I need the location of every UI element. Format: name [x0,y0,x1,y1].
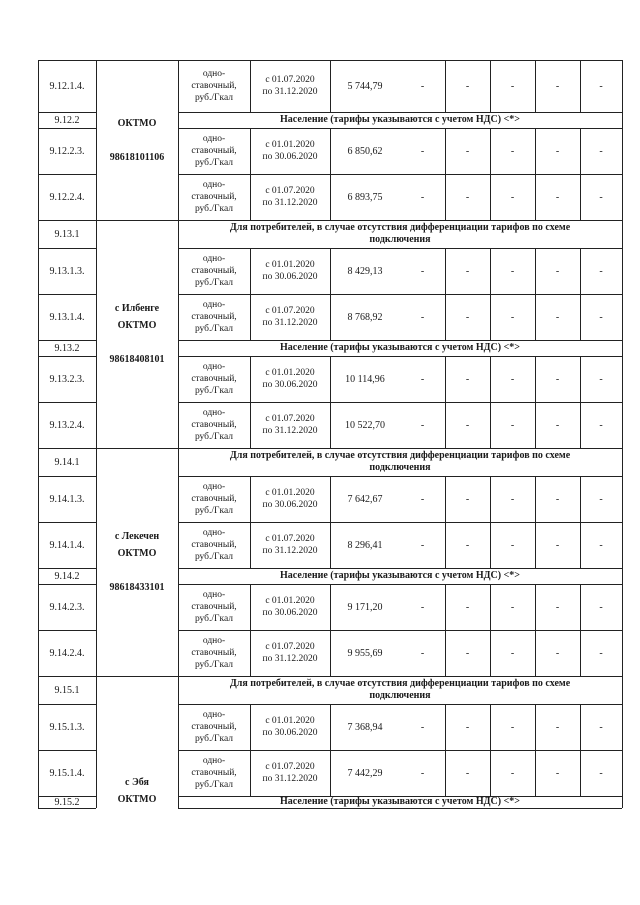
empty-value-dash: - [420,767,425,779]
tariff-value: 6 850,62 [347,145,383,157]
tariff-unit: одно- ставочный, руб./Гкал [191,180,237,214]
band-heading: Население (тарифы указываются с учетом НДС) <*> [280,796,520,807]
empty-value-dash: - [555,647,560,659]
tariff-unit: одно- ставочный, руб./Гкал [191,254,237,288]
tariff-unit: одно- ставочный, руб./Гкал [191,134,237,168]
empty-value-dash: - [555,265,560,277]
empty-value-dash: - [599,191,603,203]
band-row-rule [178,808,622,809]
empty-value-dash: - [510,601,515,613]
row-code: 9.13.1.3. [49,265,85,277]
tariff-unit: одно- ставочный, руб./Гкал [191,482,237,516]
empty-value-dash: - [555,767,560,779]
empty-value-dash: - [599,601,603,613]
row-code: 9.12.2.3. [49,145,85,157]
tariff-period: с 01.07.2020 по 31.12.2020 [262,186,318,208]
empty-value-dash: - [420,191,425,203]
tariff-period: с 01.01.2020 по 30.06.2020 [262,596,318,618]
tariff-value: 8 768,92 [347,311,383,323]
tariff-unit: одно- ставочный, руб./Гкал [191,362,237,396]
row-code: 9.13.2 [54,342,80,354]
empty-value-dash: - [599,145,603,157]
settlement-name: с Эбя ОКТМО [117,777,157,805]
tariff-unit: одно- ставочный, руб./Гкал [191,636,237,670]
empty-value-dash: - [599,265,603,277]
tariff-unit: одно- ставочный, руб./Гкал [191,528,237,562]
tariff-unit: одно- ставочный, руб./Гкал [191,590,237,624]
empty-value-dash: - [420,145,425,157]
empty-value-dash: - [510,419,515,431]
band-heading: Для потребителей, в случае отсутствия дифференциации тарифов по схеме подключения [229,450,571,473]
empty-value-dash: - [555,419,560,431]
tariff-value: 9 171,20 [347,601,383,613]
tariff-value: 7 442,29 [347,767,383,779]
empty-value-dash: - [555,80,560,92]
band-heading: Население (тарифы указываются с учетом НДС) <*> [280,342,520,353]
empty-value-dash: - [510,539,515,551]
empty-value-dash: - [420,311,425,323]
empty-value-dash: - [555,145,560,157]
empty-value-dash: - [465,601,470,613]
empty-value-dash: - [599,419,603,431]
empty-value-dash: - [465,145,470,157]
tariff-period: с 01.01.2020 по 30.06.2020 [262,488,318,510]
tariff-period: с 01.01.2020 по 30.06.2020 [262,140,318,162]
settlement-name: с Илбенге ОКТМО 98618408101 [109,303,165,365]
empty-value-dash: - [420,373,425,385]
tariff-value: 8 296,41 [347,539,383,551]
empty-value-dash: - [420,721,425,733]
table-right-border [622,60,623,808]
row-code: 9.12.2.4. [49,191,85,203]
empty-value-dash: - [420,601,425,613]
empty-value-dash: - [510,80,515,92]
empty-value-dash: - [465,419,470,431]
row-code: 9.14.1 [54,456,80,468]
row-code: 9.15.1.3. [49,721,85,733]
row-code: 9.13.2.3. [49,373,85,385]
row-code: 9.14.2.4. [49,647,85,659]
tariff-value: 7 368,94 [347,721,383,733]
empty-value-dash: - [465,721,470,733]
band-heading: Население (тарифы указываются с учетом НДС) <*> [280,570,520,581]
empty-value-dash: - [599,721,603,733]
row-code: 9.14.2.3. [49,601,85,613]
empty-value-dash: - [599,539,603,551]
settlement-name: ОКТМО 98618101106 [109,117,165,163]
band-heading: Для потребителей, в случае отсутствия дифференциации тарифов по схеме подключения [229,678,571,701]
tariff-value: 7 642,67 [347,493,383,505]
empty-value-dash: - [599,493,603,505]
empty-value-dash: - [465,767,470,779]
row-code: 9.15.2 [54,796,80,808]
empty-value-dash: - [420,539,425,551]
tariff-unit: одно- ставочный, руб./Гкал [191,300,237,334]
tariff-table [38,60,622,812]
tariff-value: 8 429,13 [347,265,383,277]
empty-value-dash: - [599,373,603,385]
empty-value-dash: - [599,767,603,779]
tariff-period: с 01.07.2020 по 31.12.2020 [262,306,318,328]
empty-value-dash: - [465,539,470,551]
tariff-unit: одно- ставочный, руб./Гкал [191,710,237,744]
tariff-period: с 01.07.2020 по 31.12.2020 [262,534,318,556]
empty-value-dash: - [510,265,515,277]
tariff-value: 5 744,79 [347,80,383,92]
empty-value-dash: - [420,493,425,505]
empty-value-dash: - [510,647,515,659]
empty-value-dash: - [420,80,425,92]
empty-value-dash: - [555,601,560,613]
empty-value-dash: - [465,493,470,505]
empty-value-dash: - [555,539,560,551]
empty-value-dash: - [599,311,603,323]
band-heading: Для потребителей, в случае отсутствия дифференциации тарифов по схеме подключения [229,222,571,245]
empty-value-dash: - [555,311,560,323]
row-code: 9.15.1 [54,684,80,696]
tariff-period: с 01.01.2020 по 30.06.2020 [262,260,318,282]
empty-value-dash: - [465,191,470,203]
empty-value-dash: - [510,145,515,157]
tariff-period: с 01.07.2020 по 31.12.2020 [262,762,318,784]
tariff-period: с 01.07.2020 по 31.12.2020 [262,75,318,97]
empty-value-dash: - [420,647,425,659]
tariff-unit: одно- ставочный, руб./Гкал [191,756,237,790]
band-heading: Население (тарифы указываются с учетом НДС) <*> [280,114,520,125]
row-code: 9.15.1.4. [49,767,85,779]
empty-value-dash: - [465,373,470,385]
tariff-value: 9 955,69 [347,647,383,659]
row-code: 9.14.1.4. [49,539,85,551]
tariff-unit: одно- ставочный, руб./Гкал [191,69,237,103]
tariff-value: 10 114,96 [345,373,385,385]
empty-value-dash: - [599,647,603,659]
settlement-name: с Лекечен ОКТМО 98618433101 [109,531,165,593]
empty-value-dash: - [465,80,470,92]
empty-value-dash: - [465,265,470,277]
empty-value-dash: - [555,721,560,733]
empty-value-dash: - [465,311,470,323]
empty-value-dash: - [420,265,425,277]
empty-value-dash: - [555,493,560,505]
empty-value-dash: - [510,493,515,505]
empty-value-dash: - [555,373,560,385]
tariff-period: с 01.01.2020 по 30.06.2020 [262,368,318,390]
row-code: 9.14.1.3. [49,493,85,505]
tariff-period: с 01.07.2020 по 31.12.2020 [262,642,318,664]
tariff-period: с 01.07.2020 по 31.12.2020 [262,414,318,436]
row-code: 9.14.2 [54,570,80,582]
empty-value-dash: - [510,721,515,733]
empty-value-dash: - [465,647,470,659]
empty-value-dash: - [510,311,515,323]
tariff-value: 6 893,75 [347,191,383,203]
row-code: 9.13.1 [54,228,80,240]
tariff-period: с 01.01.2020 по 30.06.2020 [262,716,318,738]
row-code: 9.13.1.4. [49,311,85,323]
tariff-value: 10 522,70 [345,419,385,431]
empty-value-dash: - [510,191,515,203]
row-code: 9.12.2 [54,114,80,126]
empty-value-dash: - [510,767,515,779]
tariff-unit: одно- ставочный, руб./Гкал [191,408,237,442]
empty-value-dash: - [555,191,560,203]
row-code: 9.13.2.4. [49,419,85,431]
empty-value-dash: - [420,419,425,431]
empty-value-dash: - [599,80,603,92]
empty-value-dash: - [510,373,515,385]
row-code: 9.12.1.4. [49,80,85,92]
